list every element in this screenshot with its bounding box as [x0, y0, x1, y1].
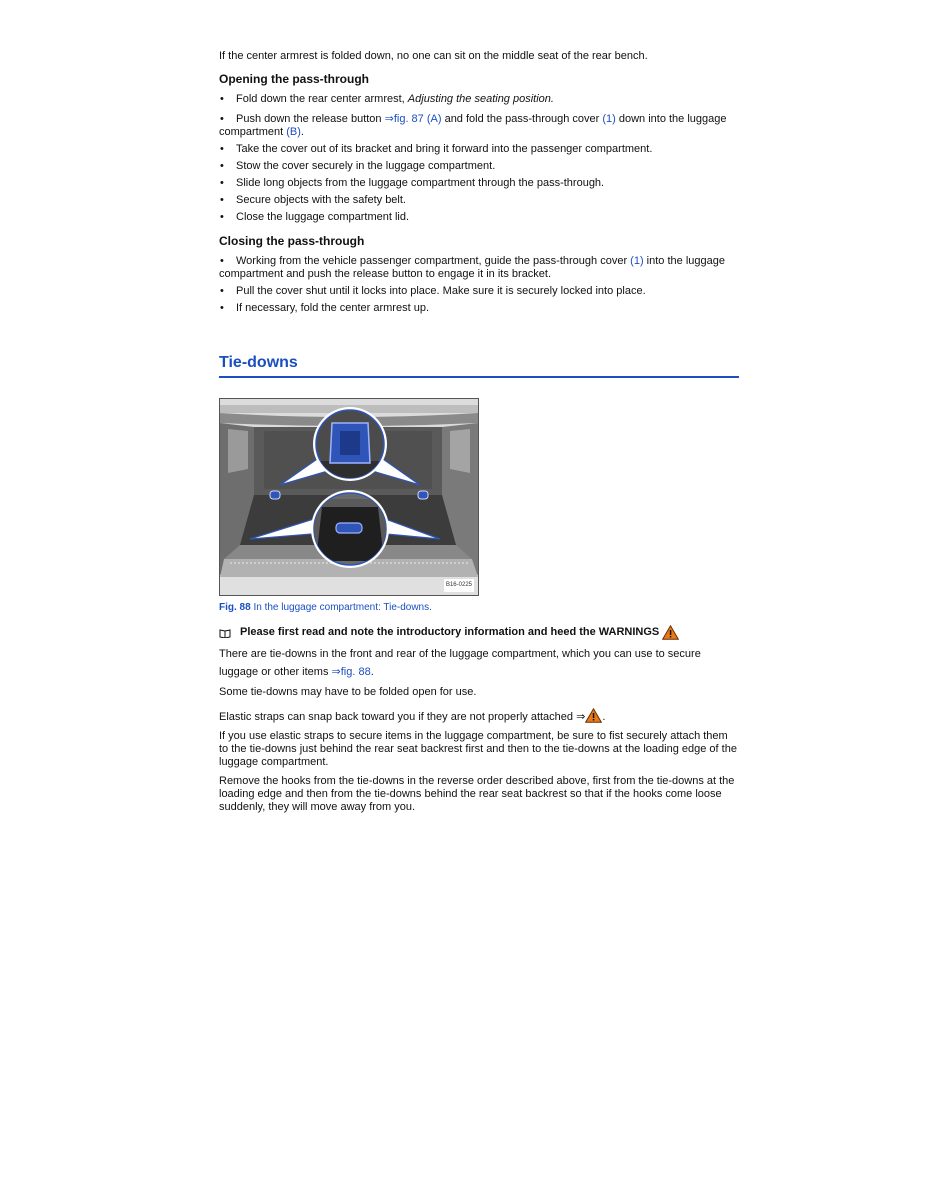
list-item: • If necessary, fold the center armrest up.	[219, 302, 739, 315]
closing-heading: Closing the pass-through	[219, 234, 365, 248]
cross-reference: Adjusting the seating position.	[407, 93, 554, 105]
fig-link[interactable]: ⇒fig. 87 (A)	[384, 113, 442, 125]
tiedowns-paragraph: Some tie-downs may have to be folded open for use.	[219, 686, 477, 698]
tiedowns-paragraph: If you use elastic straps to secure items in the luggage compartment, be sure to fist securely attach them to the tie-downs just behind the rear seat backrest first and then to the tie-downs at the loading edge of the luggage compartment.	[219, 730, 737, 768]
opening-heading: Opening the pass-through	[219, 72, 369, 86]
list-item: • Working from the vehicle passenger compartment, guide the pass-through cover (1) into the luggage compartment and push the release button to engage it in its bracket.	[219, 255, 739, 281]
warning-triangle-icon[interactable]	[585, 708, 602, 723]
manual-page	[219, 50, 739, 814]
tiedowns-paragraph: Remove the hooks from the tie-downs in the reverse order described above, first from the tie-downs at the loading edge and then from the tie-downs behind the rear seat backrest so that if the hooks come loose suddenly, they will move away from you.	[219, 775, 735, 813]
caption-label: Fig. 88	[219, 602, 251, 613]
warning-triangle-icon[interactable]	[662, 625, 679, 640]
section-title: Tie-downs	[219, 353, 739, 378]
list-item: • Take the cover out of its bracket and bring it forward into the passenger compartment.	[219, 143, 739, 156]
list-item: • Push down the release button ⇒fig. 87 (A) and fold the pass-through cover (1) down into the luggage compartment (B).	[219, 113, 739, 139]
item-link[interactable]: (B)	[286, 126, 301, 138]
book-icon	[219, 628, 231, 638]
figure-caption: Fig. 88 In the luggage compartment: Tie-downs.	[219, 602, 432, 613]
fig-link[interactable]: ⇒fig. 88	[331, 666, 371, 678]
list-item: • Close the luggage compartment lid.	[219, 211, 739, 224]
opening-steps	[219, 93, 739, 224]
warning-paragraph: Elastic straps can snap back toward you if they are not properly attached ⇒ .	[219, 708, 739, 724]
note-heading: Please first read and note the introductory information and heed the WARNINGS	[219, 625, 739, 640]
closing-steps	[219, 255, 739, 315]
list-item: • Fold down the rear center armrest, Adjusting the seating position.	[219, 93, 739, 106]
list-item: • Secure objects with the safety belt.	[219, 194, 739, 207]
trunk-illustration	[220, 399, 478, 595]
intro-text: If the center armrest is folded down, no one can sit on the middle seat of the rear bench.	[219, 50, 648, 62]
luggage-compartment-figure	[219, 398, 479, 596]
tiedowns-paragraph: There are tie-downs in the front and rear of the luggage compartment, which you can use to secure luggage or other items ⇒fig. 88.	[219, 648, 701, 678]
item-link[interactable]: (1)	[630, 255, 644, 267]
list-item: • Stow the cover securely in the luggage compartment.	[219, 160, 739, 173]
list-item: • Pull the cover shut until it locks into place. Make sure it is securely locked into place.	[219, 285, 739, 298]
list-item: • Slide long objects from the luggage compartment through the pass-through.	[219, 177, 739, 190]
item-link[interactable]: (1)	[602, 113, 616, 125]
figure-code: B16-0225	[444, 579, 474, 592]
